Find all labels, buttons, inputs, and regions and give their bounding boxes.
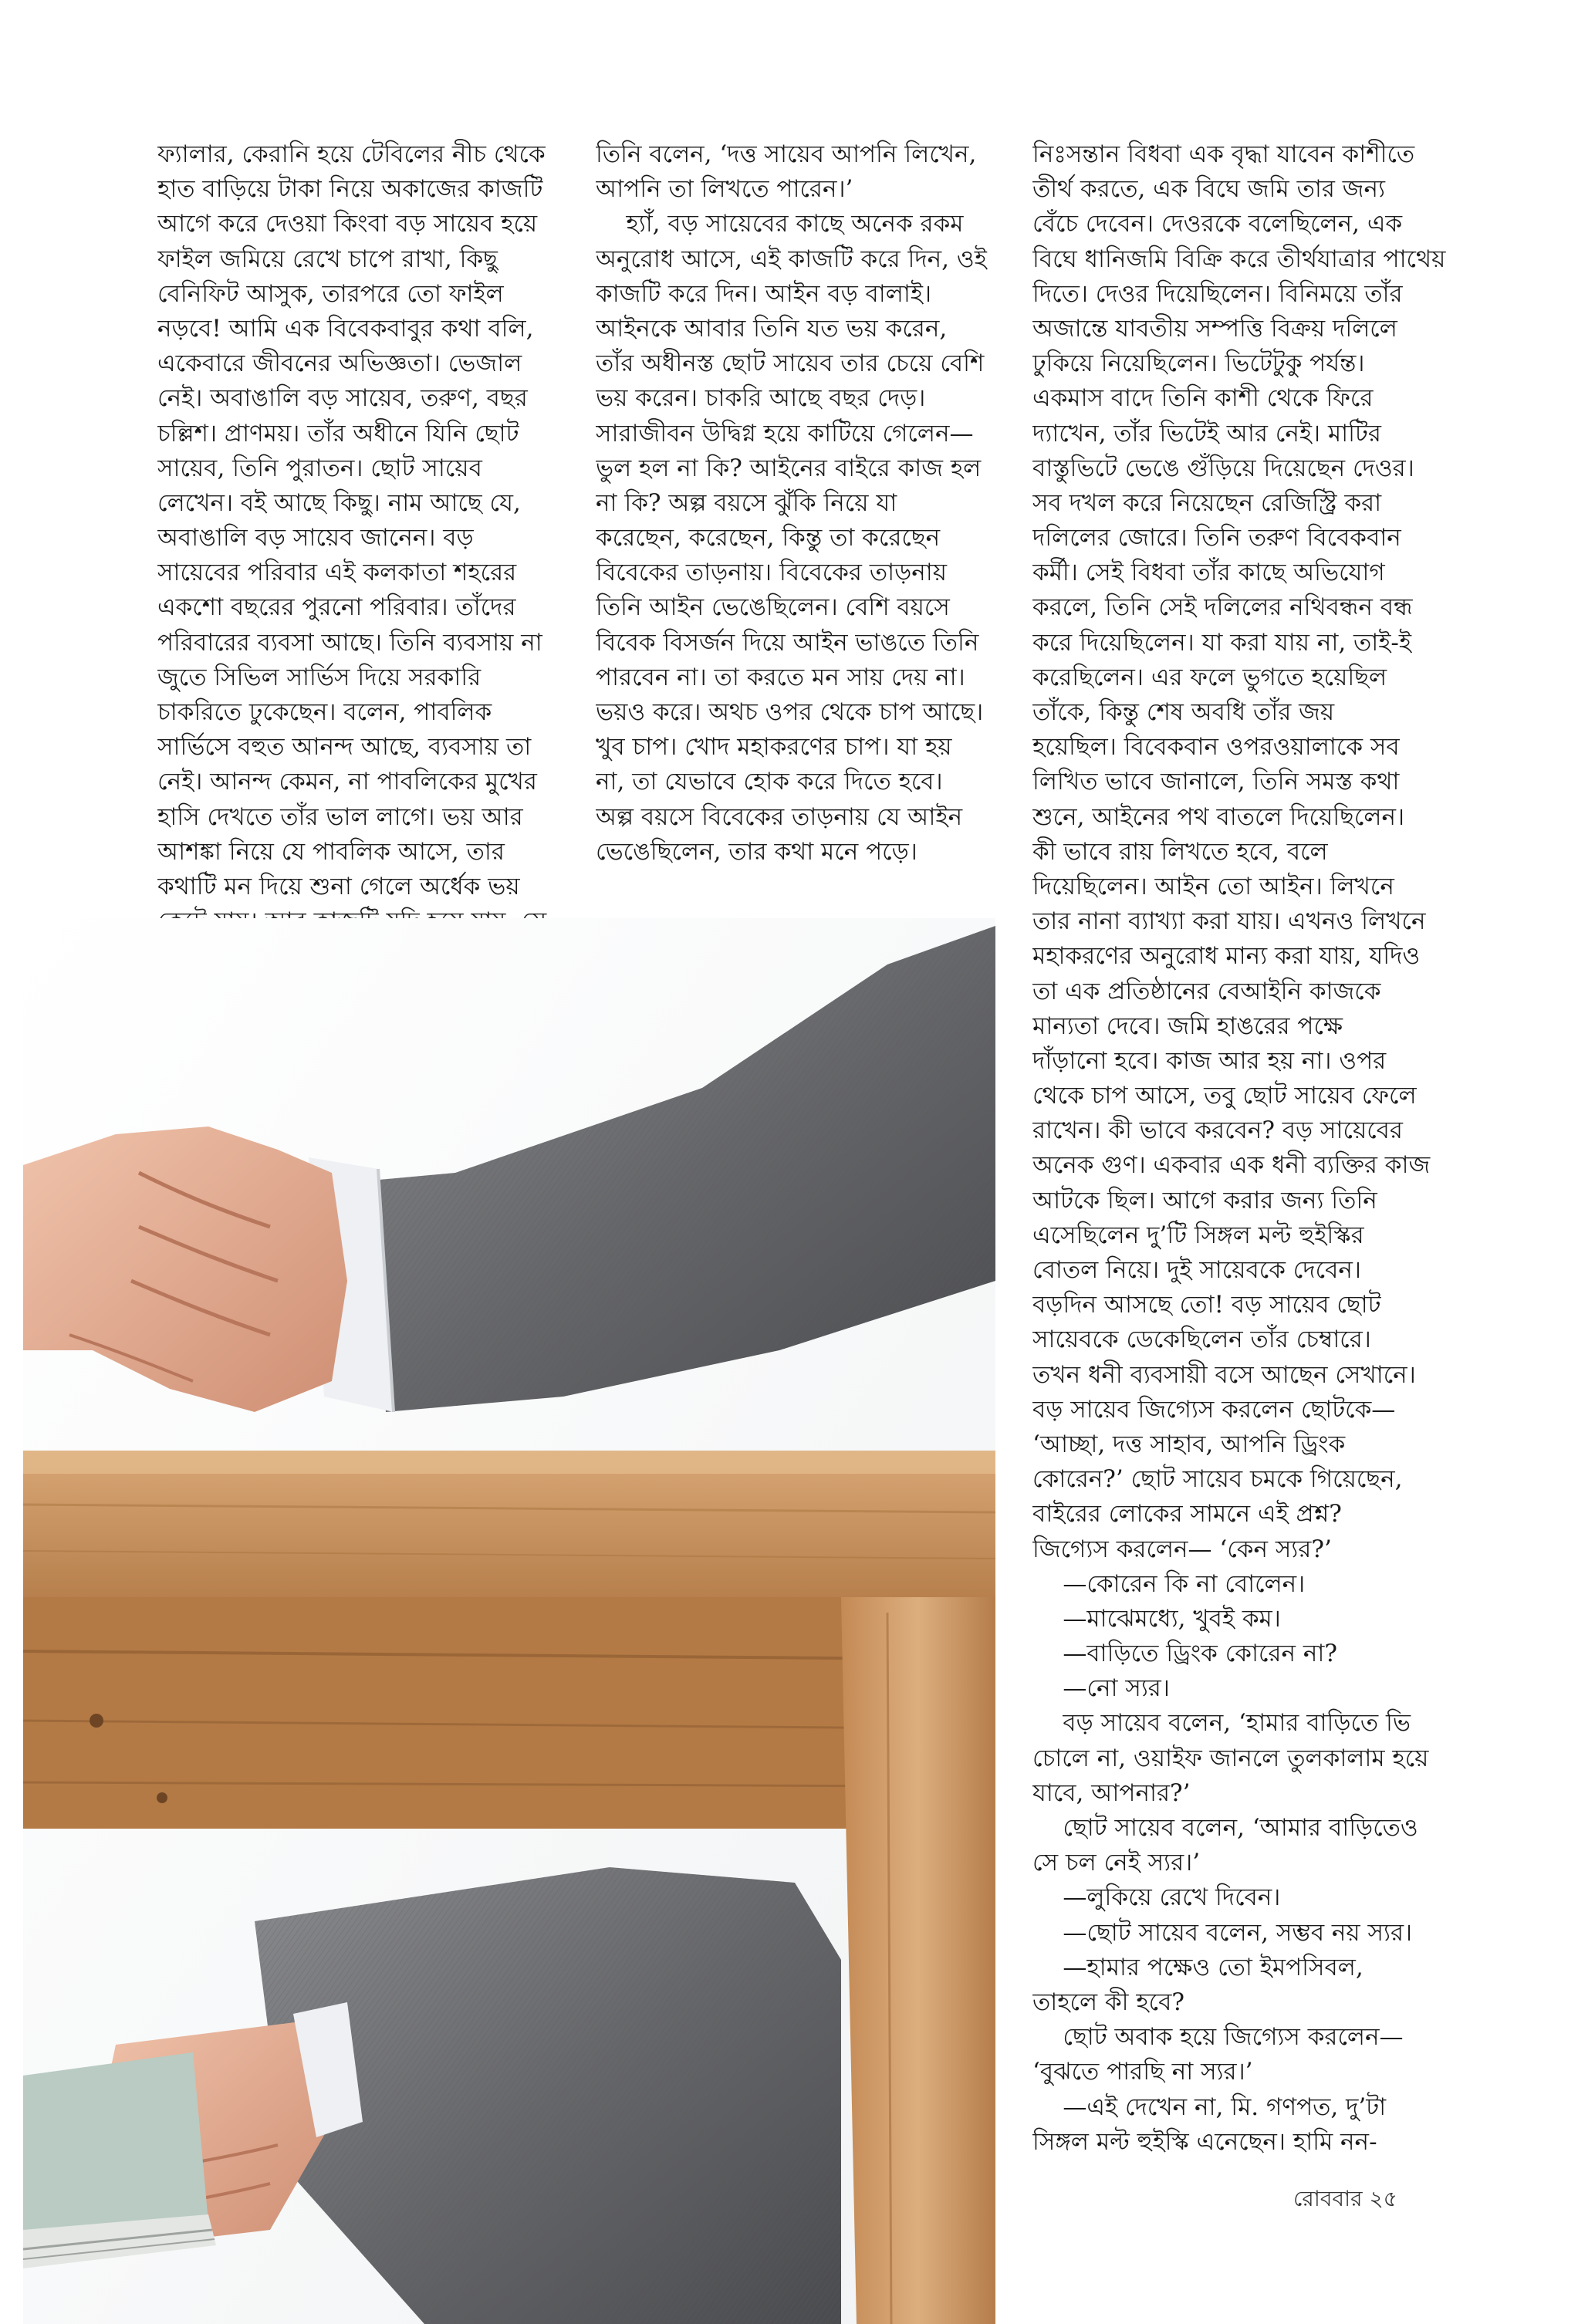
text-line: রাখেন। কী ভাবে করবেন? বড় সায়েবের: [1032, 1116, 1403, 1145]
text-line: একশো বছরের পুরনো পরিবার। তাঁদের: [157, 593, 516, 622]
text-line: দিতে। দেওর দিয়েছিলেন। বিনিময়ে তাঁর: [1032, 279, 1403, 308]
text-line: ছোট সায়েব বলেন, ‘আমার বাড়িতেও: [1032, 1814, 1418, 1842]
text-line: আইনকে আবার তিনি যত ভয় করেন,: [596, 314, 948, 343]
text-line: চাকরিতে ঢুকেছেন। বলেন, পাবলিক: [157, 698, 492, 726]
text-line: —হামার পক্ষেও তো ইমপসিবল,: [1032, 1953, 1364, 1981]
text-line: —ছোট সায়েব বলেন, সম্ভব নয় স্যর।: [1032, 1918, 1413, 1947]
text-line: আটকে ছিল। আগে করার জন্য তিনি: [1032, 1186, 1377, 1214]
text-line: মহাকরণের অনুরোধ মান্য করা যায়, যদিও: [1032, 942, 1421, 971]
text-line: নড়বে! আমি এক বিবেকবাবুর কথা বলি,: [157, 314, 534, 343]
text-line: তখন ধনী ব্যবসায়ী বসে আছেন সেখানে।: [1032, 1360, 1416, 1389]
text-line: অজান্তে যাবতীয় সম্পত্তি বিক্রয় দলিলে: [1032, 314, 1397, 343]
text-line: না, তা যেভাবে হোক করে দিতে হবে।: [596, 768, 943, 796]
text-line: সিঙ্গল মল্ট হুইস্কি এনেছেন। হামি নন-: [1032, 2127, 1377, 2156]
text-line: করে দিয়েছিলেন। যা করা যায় না, তাই-ই: [1032, 628, 1411, 657]
text-line: তাঁকে, কিন্তু শেষ অবধি তাঁর জয়: [1032, 698, 1335, 726]
text-line: হাত বাড়িয়ে টাকা নিয়ে অকাজের কাজটি: [157, 175, 543, 204]
text-line: ফাইল জমিয়ে রেখে চাপে রাখা, কিছু: [157, 245, 498, 273]
text-line: বোতল নিয়ে। দুই সায়েবকে দেবেন।: [1032, 1256, 1361, 1284]
text-line: কাজটি করে দিন। আইন বড় বালাই।: [596, 279, 932, 308]
text-line: তা এক প্রতিষ্ঠানের বেআইনি কাজকে: [1032, 977, 1381, 1005]
article-column-1: [157, 137, 559, 1009]
text-line: আগে করে দেওয়া কিংবা বড় সায়েব হয়ে: [157, 210, 538, 238]
text-line: অল্প বয়সে বিবেকের তাড়নায় যে আইন: [596, 802, 963, 831]
text-line: বেনিফিট আসুক, তারপরে তো ফাইল: [157, 279, 504, 308]
text-line: তীর্থ করতে, এক বিঘে জমি তার জন্য: [1032, 175, 1385, 204]
text-line: কোরেন?’ ছোট সায়েব চমকে গিয়েছেন,: [1032, 1465, 1403, 1494]
text-line: সারাজীবন উদ্বিগ্ন হয়ে কাটিয়ে গেলেন—: [596, 419, 974, 448]
text-line: চল্লিশ। প্রাণময়। তাঁর অধীনে যিনি ছোট: [157, 419, 519, 448]
text-line: তিনি আইন ভেঙেছিলেন। বেশি বয়সে: [596, 593, 950, 622]
text-line: সায়েব, তিনি পুরাতন। ছোট সায়েব: [157, 454, 482, 482]
text-line: যাবে, আপনার?’: [1032, 1778, 1191, 1807]
text-line: নেই। অবাঙালি বড় সায়েব, তরুণ, বছর: [157, 384, 528, 413]
text-line: সায়েবের পরিবার এই কলকাতা শহরের: [157, 559, 517, 587]
text-line: ‘আচ্ছা, দত্ত সাহাব, আপনি ড্রিংক: [1032, 1430, 1346, 1458]
text-line: হাসি দেখতে তাঁর ভাল লাগে। ভয় আর: [157, 802, 523, 831]
text-line: দাঁড়ানো হবে। কাজ আর হয় না। ওপর: [1032, 1046, 1387, 1075]
text-line: বড় সায়েব বলেন, ‘হামার বাড়িতে ভি: [1032, 1709, 1411, 1738]
text-line: চোলে না, ওয়াইফ জানলে তুলকালাম হয়ে: [1032, 1744, 1429, 1772]
text-line: ভেঙেছিলেন, তার কথা মনে পড়ে।: [596, 837, 917, 866]
text-line: অনেক গুণ। একবার এক ধনী ব্যক্তির কাজ: [1032, 1151, 1431, 1180]
text-line: হ্যাঁ, বড় সায়েবের কাছে অনেক রকম: [596, 210, 964, 238]
text-line: বিঘে ধানিজমি বিক্রি করে তীর্থযাত্রার পাথেয়: [1032, 245, 1446, 273]
text-line: ‘বুঝতে পারছি না স্যর।’: [1032, 2058, 1253, 2086]
text-line: একেবারে জীবনের অভিজ্ঞতা। ভেজাল: [157, 350, 522, 378]
text-line: ভুল হল না কি? আইনের বাইরে কাজ হল: [596, 454, 982, 482]
text-line: ভয় করেন। চাকরি আছে বছর দেড়।: [596, 384, 926, 413]
text-line: নেই। আনন্দ কেমন, না পাবলিকের মুখের: [157, 768, 537, 796]
text-line: লেখেন। বই আছে কিছু। নাম আছে যে,: [157, 488, 521, 517]
text-line: ছোট অবাক হয়ে জিগ্যেস করলেন—: [1032, 2023, 1404, 2052]
text-line: করেছিলেন। এর ফলে ভুগতে হয়েছিল: [1032, 663, 1387, 691]
text-line: বাইরের লোকের সামনে এই প্রশ্ন?: [1032, 1500, 1342, 1529]
text-line: অনুরোধ আসে, এই কাজটি করে দিন, ওই: [596, 245, 987, 273]
text-line: শুনে, আইনের পথ বাতলে দিয়েছিলেন।: [1032, 802, 1405, 831]
text-line: আশঙ্কা নিয়ে যে পাবলিক আসে, তার: [157, 837, 505, 866]
text-line: বড় সায়েব জিগ্যেস করলেন ছোটকে—: [1032, 1395, 1396, 1424]
text-line: —লুকিয়ে রেখে দিবেন।: [1032, 1883, 1281, 1912]
text-line: —নো স্যর।: [1032, 1674, 1170, 1703]
handshake-bribe-photo: [23, 918, 995, 2324]
text-line: মান্যতা দেবে। জমি হাঙরের পক্ষে: [1032, 1012, 1343, 1040]
text-line: সায়েবকে ডেকেছিলেন তাঁর চেম্বারে।: [1032, 1326, 1371, 1354]
text-line: বড়দিন আসছে তো! বড় সায়েব ছোট: [1032, 1291, 1381, 1319]
text-line: সব দখল করে নিয়েছেন রেজিস্ট্রি করা: [1032, 488, 1382, 517]
text-line: তাঁর অধীনস্ত ছোট সায়েব তার চেয়ে বেশি: [596, 350, 985, 378]
text-line: দিয়েছিলেন। আইন তো আইন। লিখনে: [1032, 872, 1394, 900]
text-line: তার নানা ব্যাখ্যা করা যায়। এখনও লিখনে: [1032, 907, 1426, 936]
text-line: —এই দেখেন না, মি. গণপত, দু’টা: [1032, 2093, 1387, 2121]
text-line: হয়েছিল। বিবেকবান ওপরওয়ালাকে সব: [1032, 733, 1400, 762]
text-line: কর্মী। সেই বিধবা তাঁর কাছে অভিযোগ: [1032, 559, 1385, 587]
text-line: নিঃসন্তান বিধবা এক বৃদ্ধা যাবেন কাশীতে: [1032, 140, 1415, 168]
text-line: দলিলের জোরে। তিনি তরুণ বিবেকবান: [1032, 524, 1401, 552]
text-line: না কি? অল্প বয়সে ঝুঁকি নিয়ে যা: [596, 488, 897, 517]
text-line: ঢুকিয়ে নিয়েছিলেন। ভিটেটুকু পর্যন্ত।: [1032, 350, 1365, 378]
text-line: বিবেকের তাড়নায়। বিবেকের তাড়নায়: [596, 559, 947, 587]
text-line: বেঁচে দেবেন। দেওরকে বলেছিলেন, এক: [1032, 210, 1403, 238]
text-line: খুব চাপ। খোদ মহাকরণের চাপ। যা হয়: [596, 733, 952, 762]
text-line: সার্ভিসে বহুত আনন্দ আছে, ব্যবসায় তা: [157, 733, 532, 762]
text-line: —মাঝেমধ্যে, খুবই কম।: [1032, 1604, 1281, 1633]
text-line: তিনি বলেন, ‘দত্ত সায়েব আপনি লিখেন,: [596, 140, 977, 168]
text-line: দ্যাখেন, তাঁর ভিটেই আর নেই। মাটির: [1032, 419, 1381, 448]
text-line: বাস্তুভিটে ভেঙে গুঁড়িয়ে দিয়েছেন দেওর।: [1032, 454, 1414, 482]
text-line: —কোরেন কি না বোলেন।: [1032, 1569, 1306, 1598]
text-line: বিবেক বিসর্জন দিয়ে আইন ভাঙতে তিনি: [596, 628, 979, 657]
text-line: এসেছিলেন দু’টি সিঙ্গল মল্ট হুইস্কির: [1032, 1221, 1364, 1249]
text-line: কী ভাবে রায় লিখতে হবে, বলে: [1032, 837, 1328, 866]
article-column-3: [1032, 137, 1465, 2160]
text-line: করেছেন, করেছেন, কিন্তু তা করেছেন: [596, 524, 941, 552]
text-line: পারবেন না। তা করতে মন সায় দেয় না।: [596, 663, 965, 691]
text-line: কথাটি মন দিয়ে শুনা গেলে অর্ধেক ভয়: [157, 872, 520, 900]
text-line: ভয়ও করে। অথচ ওপর থেকে চাপ আছে।: [596, 698, 984, 726]
text-line: থেকে চাপ আসে, তবু ছোট সায়েব ফেলে: [1032, 1082, 1417, 1110]
text-line: সে চল নেই স্যর।’: [1032, 1849, 1201, 1877]
text-line: আপনি তা লিখতে পারেন।’: [596, 175, 853, 204]
handshake-illustration: [23, 918, 995, 2324]
text-line: করলে, তিনি সেই দলিলের নথিবন্ধন বন্ধ: [1032, 593, 1413, 622]
text-line: ফ্যালার, কেরানি হয়ে টেবিলের নীচ থেকে: [157, 140, 546, 168]
text-line: জুতে সিভিল সার্ভিস দিয়ে সরকারি: [157, 663, 482, 691]
text-line: একমাস বাদে তিনি কাশী থেকে ফিরে: [1032, 384, 1374, 413]
text-line: জিগ্যেস করলেন— ‘কেন স্যর?’: [1032, 1535, 1332, 1563]
text-line: লিখিত ভাবে জানালে, তিনি সমস্ত কথা: [1032, 768, 1400, 796]
article-column-2: [596, 137, 1012, 870]
text-line: তাহলে কী হবে?: [1032, 1988, 1184, 2016]
text-line: পরিবারের ব্যবসা আছে। তিনি ব্যবসায় না: [157, 628, 542, 657]
text-line: অবাঙালি বড় সায়েব জানেন। বড়: [157, 524, 474, 552]
text-line: —বাড়িতে ড্রিংক কোরেন না?: [1032, 1640, 1337, 1668]
page-footer: রোববার ২৫: [1293, 2186, 1397, 2211]
